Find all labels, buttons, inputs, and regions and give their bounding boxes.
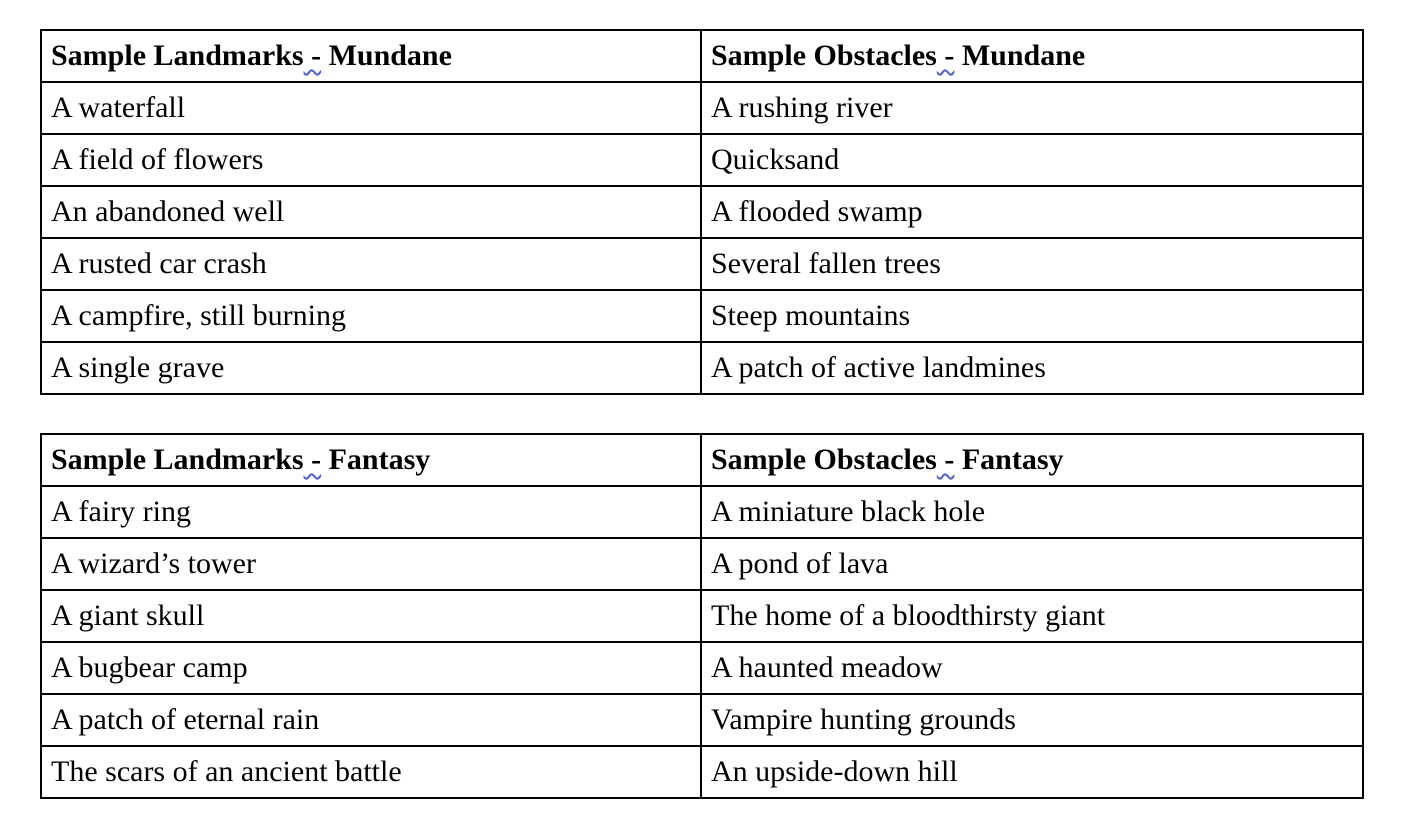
table-cell[interactable]: A patch of eternal rain xyxy=(41,694,701,746)
table-cell[interactable]: An abandoned well xyxy=(41,186,701,238)
table-cell[interactable]: A field of flowers xyxy=(41,134,701,186)
table-cell[interactable]: A pond of lava xyxy=(701,538,1363,590)
table-cell[interactable]: A waterfall xyxy=(41,82,701,134)
spellcheck-mark[interactable]: - xyxy=(936,39,955,72)
table-cell[interactable]: Several fallen trees xyxy=(701,238,1363,290)
header-cell-obstacles[interactable]: Sample Obstacles - Fantasy xyxy=(701,434,1363,486)
table-cell[interactable]: An upside-down hill xyxy=(701,746,1363,798)
table-cell[interactable]: A bugbear camp xyxy=(41,642,701,694)
mundane-table xyxy=(40,29,1364,395)
table-cell[interactable]: Quicksand xyxy=(701,134,1363,186)
table-cell[interactable]: A flooded swamp xyxy=(701,186,1363,238)
table-cell[interactable]: A miniature black hole xyxy=(701,486,1363,538)
table-row xyxy=(41,486,1363,538)
table-cell[interactable]: Steep mountains xyxy=(701,290,1363,342)
header-cell-landmarks[interactable]: Sample Landmarks - Mundane xyxy=(41,30,701,82)
table-cell[interactable]: A giant skull xyxy=(41,590,701,642)
table-cell[interactable]: A rusted car crash xyxy=(41,238,701,290)
table-header-row xyxy=(41,434,1363,486)
table-cell[interactable]: A fairy ring xyxy=(41,486,701,538)
table-row xyxy=(41,342,1363,394)
table-row xyxy=(41,186,1363,238)
table-cell[interactable]: The scars of an ancient battle xyxy=(41,746,701,798)
table-cell[interactable]: The home of a bloodthirsty giant xyxy=(701,590,1363,642)
table-cell[interactable]: A patch of active landmines xyxy=(701,342,1363,394)
spellcheck-mark[interactable]: - xyxy=(303,443,322,476)
spellcheck-mark[interactable]: - xyxy=(936,443,955,476)
table-row xyxy=(41,746,1363,798)
fantasy-table xyxy=(40,433,1364,799)
table-row xyxy=(41,82,1363,134)
table-cell[interactable]: A wizard’s tower xyxy=(41,538,701,590)
table-cell[interactable]: A rushing river xyxy=(701,82,1363,134)
table-header-row xyxy=(41,30,1363,82)
table-cell[interactable]: A campfire, still burning xyxy=(41,290,701,342)
table-row xyxy=(41,134,1363,186)
spellcheck-mark[interactable]: - xyxy=(303,39,322,72)
table-cell[interactable]: A single grave xyxy=(41,342,701,394)
table-row xyxy=(41,538,1363,590)
table-cell[interactable]: Vampire hunting grounds xyxy=(701,694,1363,746)
table-row xyxy=(41,694,1363,746)
table-row xyxy=(41,238,1363,290)
header-cell-obstacles[interactable]: Sample Obstacles - Mundane xyxy=(701,30,1363,82)
table-cell[interactable]: A haunted meadow xyxy=(701,642,1363,694)
header-cell-landmarks[interactable]: Sample Landmarks - Fantasy xyxy=(41,434,701,486)
table-row xyxy=(41,590,1363,642)
table-row xyxy=(41,290,1363,342)
table-row xyxy=(41,642,1363,694)
